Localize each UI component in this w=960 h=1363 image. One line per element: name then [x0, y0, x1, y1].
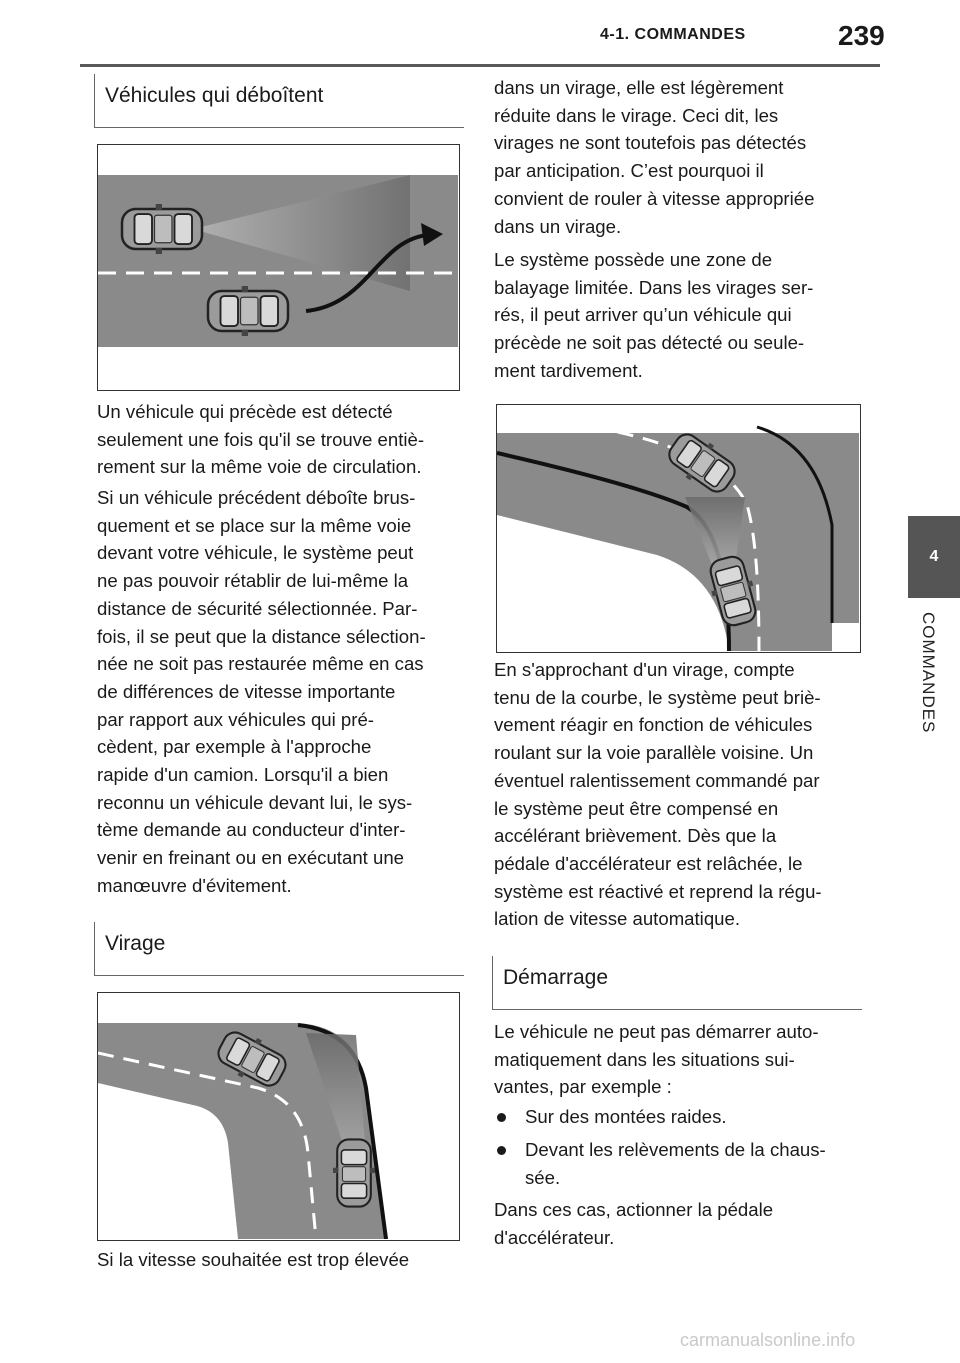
- heading-virage: Virage: [94, 922, 464, 976]
- paragraph-accelerator: Dans ces cas, actionner la pédale d'accélérateur.: [494, 1199, 774, 1248]
- bullet-icon: [497, 1113, 506, 1122]
- page-number: 239: [838, 20, 885, 51]
- own-vehicle: [122, 204, 202, 254]
- chapter-tab[interactable]: 4: [908, 516, 960, 598]
- paragraph-scan-zone: Le système possède une zone de balayage limitée. Dans les virages ser- rés, il peut arriver qu’un véhicule qui précède ne soit pas détecté ou seule- ment tardivement.: [494, 249, 814, 381]
- paragraph-curve-cont: dans un virage, elle est légèrement réduite dans le virage. Ceci dit, les virages ne sont toutefois pas détectés par anticipation. C’est pourquoi il convient de rouler à vitesse appropriée dans un virage.: [494, 77, 815, 237]
- figure-cut-in: [97, 144, 460, 391]
- paragraph-cut-in: Si un véhicule précédent déboîte brus- quement et se place sur la même voie devant votre véhicule, le système peut ne pas pouvoir rétablir de lui-même la distance de sécurité sélectionnée. Par- fois, il se peut que la distance sélection- née ne soit pas restaurée même en cas de différences de vitesse importante par rapport aux véhicules qui pré- cèdent, par exemple à l'approche rapide d'un camion. Lorsqu'il a bien reconnu un véhicule devant lui, le sys- tème demande au conducteur d'inter- venir en freinant ou en exécutant une manœuvre d'évitement.: [97, 487, 426, 896]
- figure-curve-1: [97, 992, 460, 1241]
- section-title: 4-1. COMMANDES: [600, 26, 746, 43]
- heading-demarrage: Démarrage: [492, 956, 862, 1010]
- paragraph-start: Le véhicule ne peut pas démarrer auto- matiquement dans les situations sui- vantes, par exemple :: [494, 1021, 819, 1098]
- figure-curve-2: [496, 404, 861, 653]
- heading-vehicules-deboitent: Véhicules qui déboîtent: [94, 74, 464, 128]
- chapter-label: COMMANDES: [919, 612, 938, 734]
- own-vehicle: [333, 1139, 375, 1206]
- paragraph-speed-curve: Si la vitesse souhaitée est trop élevée: [97, 1249, 410, 1270]
- cutting-in-vehicle: [208, 286, 288, 336]
- paragraph-detection: Un véhicule qui précède est détecté seulement une fois qu'il se trouve entiè- rement sur la même voie de circulation.: [97, 401, 425, 478]
- header-rule: [80, 64, 880, 67]
- bullet-icon: [497, 1146, 506, 1155]
- paragraph-approach-curve: En s'approchant d'un virage, compte tenu de la courbe, le système peut briè- vement réagir en fonction de véhicules roulant sur la voie parallèle voisine. Un éventuel ralentissement commandé par le système peut être compensé en accélérant brièvement. Dès que la pédale d'accélérateur est relâchée, le système est réactivé et reprend la régu- lation de vitesse automatique.: [494, 659, 822, 930]
- watermark[interactable]: carmanualsonline.info: [680, 1330, 856, 1350]
